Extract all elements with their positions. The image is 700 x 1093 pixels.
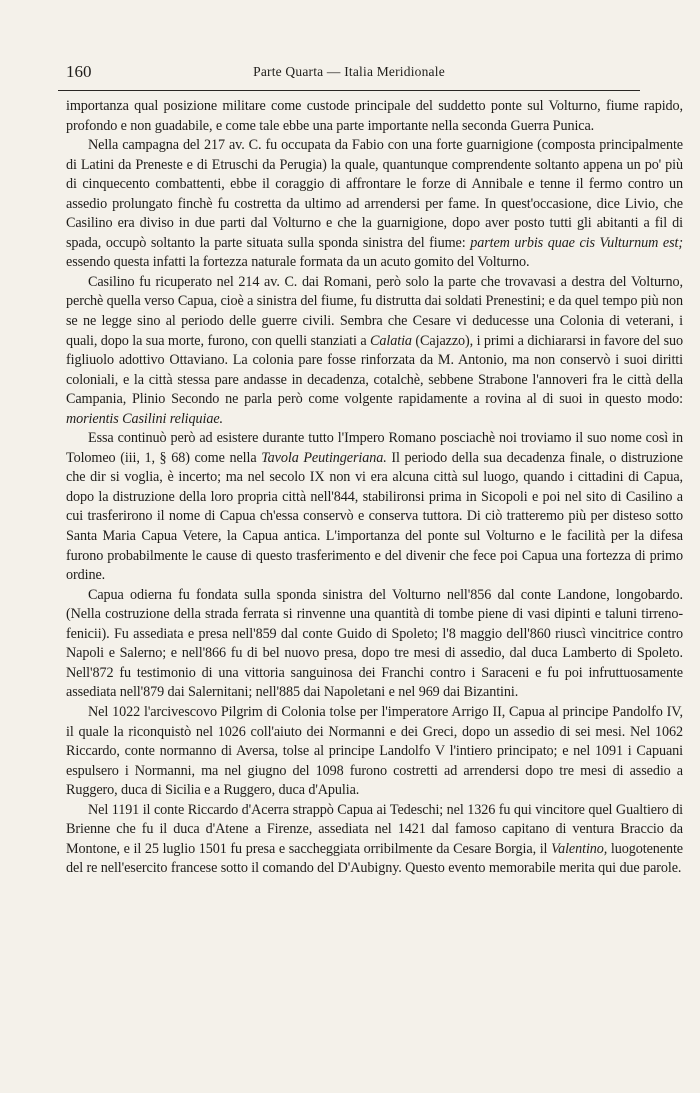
italic-text: Valentino,: [551, 840, 608, 857]
text-segment: Nel 1022 l'arcivescovo Pilgrim di Colonia tolse per l'imperatore Arrigo II, Capua al principe Pandolfo IV, il quale la riconquistò nel 1026 coll'aiuto dei Normanni e dei Greci, dopo un assedio di sei mesi. Nel 1062 Riccardo, conte normanno di Aversa, tolse al principe Landolfo V l'intiero principato; e nel 1091 i Capuani espulsero i Normanni, ma nel giugno del 1098 furono costretti ad arrendersi dopo tre mesi di assedio a Ruggero, duca di Sicilia e a Ruggero, duca d'Apulia.: [66, 703, 683, 799]
text-segment: Capua odierna fu fondata sulla sponda sinistra del Volturno nell'856 dal conte Landone, longobardo. (Nella costruzione della strada ferrata si rinvenne una quantità di tombe piene di vasi dipinti e taluni tirreno-fenicii). Fu assediata e presa nell'859 dal conte Guido di Spoleto; l'8 maggio dell'860 riuscì vincitrice contro Napoli e Salerno; e nell'866 fu di bel nuovo presa, dopo tre mesi di assedio, dal duca Lamberto di Spoleto. Nell'872 fu testimonio di una vittoria sanguinosa dei Franchi contro i Saraceni e fu poi infruttuosamente assediata nell'879 dai Salernitani; nell'885 dai Napoletani e nel 969 dai Bizantini.: [66, 586, 683, 701]
paragraph: [66, 586, 683, 703]
text-segment: essendo questa infatti la fortezza naturale formata da un acuto gomito del Volturno.: [66, 254, 530, 271]
text-segment: luogotenente del re nell'esercito francese sotto il comando del D'Aubigny. Questo evento memorabile merita qui due parole.: [66, 840, 683, 877]
text-segment: Nel 1191 il conte Riccardo d'Acerra strappò Capua ai Tedeschi; nel 1326 fu qui vincitore quel Gualtiero di Brienne che fu il duca d'Atene a Firenze, assediata nel 1421 dal famoso capitano di ventura Braccio da Montone, e il 25 luglio 1501 fu presa e saccheggiata orribilmente da Cesare Borgia, il: [66, 801, 683, 857]
paragraph: [66, 273, 683, 429]
paragraph: [66, 429, 683, 585]
page-number: 160: [66, 62, 92, 81]
header-rule: [58, 90, 640, 91]
text-segment: Essa continuò però ad esistere durante tutto l'Impero Romano posciachè noi troviamo il suo nome così in Tolomeo (iii, 1, § 68) come nella: [66, 430, 683, 466]
text-segment: Il periodo della sua decadenza finale, o distruzione che dir si voglia, è incerto; ma nel secolo IX non vi era alcuna città sul luogo, quando i cittadini di Capua, dopo la distruzione della loro propria città nell'844, stabilironsi prima in Sicopoli e poi nel sito di Casilino a cui trasferirono il nome di Capua ch'essa conservò e conserva tuttora. Di ciò tratteremo più per disteso sotto Santa Maria Capua Vetere, la Capua antica. L'importanza del ponte sul Volturno e le facilità per la difesa furono probabilmente le cause di questo trasferimento e del divenir che fece poi Capua una fortezza di primo ordine.: [66, 449, 683, 584]
paragraph: [66, 703, 683, 801]
running-title: Parte Quarta — Italia Meridionale: [253, 64, 445, 79]
italic-text: Calatia: [370, 332, 412, 349]
paragraph: [66, 97, 683, 136]
italic-text: morientis Casilini reliquiae.: [66, 410, 223, 427]
paragraph: [66, 136, 683, 273]
text-segment: importanza qual posizione militare come custode principale del suddetto ponte sul Volturno, fiume rapido, profondo e non guadabile, e come tale ebbe una parte importante nella seconda Guerra Punica.: [66, 98, 683, 134]
page-header: [58, 62, 640, 86]
text-segment: Nella campagna del 217 av. C. fu occupata da Fabio con una forte guarnigione (composta principalmente di Latini da Preneste e di Etruschi da Perugia) la quale, quantunque comprendente soltanto appena un po' più di cinquecento combattenti, ebbe il coraggio di affrontare le forze di Annibale e tenne il fermo contro un assedio prolungato finchè fu costretta da ultimo ad arrendersi per fame. In quest'occasione, dice Livio, che Casilino era diviso in due parti dal Volturno e che la guarnigione, dopo aver posto tutti gli abitanti a fil di spada, occupò soltanto la parte situata sulla sponda sinistra del fiume:: [66, 137, 683, 251]
body-text: [66, 97, 683, 879]
italic-text: Tavola Peutingeriana.: [261, 449, 387, 466]
text-segment: Casilino fu ricuperato nel 214 av. C. dai Romani, però solo la parte che trovavasi a destra del Volturno, perchè quella verso Capua, cioè a sinistra del fiume, fu distrutta dai soldati Prenestini; e da quel tempo più non se ne legge sino al periodo delle guerre civili. Sembra che Cesare vi deducesse una Colonia di veterani, i quali, dopo la sua morte, furono, con quelli stanziati a: [66, 273, 684, 349]
paragraph: [66, 801, 683, 879]
italic-text: partem urbis quae cis Vulturnum est;: [470, 234, 683, 251]
text-segment: (Cajazzo), i primi a dichiararsi in favore del suo figliuolo adottivo Ottaviano. La colonia pare fosse rinforzata da M. Antonio, ma non conservò i suoi diritti coloniali, e la città stessa pare andasse in decadenza, cotalchè, sebbene Strabone l'annoveri fra le città della Campania, Plinio Secondo ne parla però come volgente rapidamente a rovina al di suoi in questo modo:: [66, 332, 683, 408]
